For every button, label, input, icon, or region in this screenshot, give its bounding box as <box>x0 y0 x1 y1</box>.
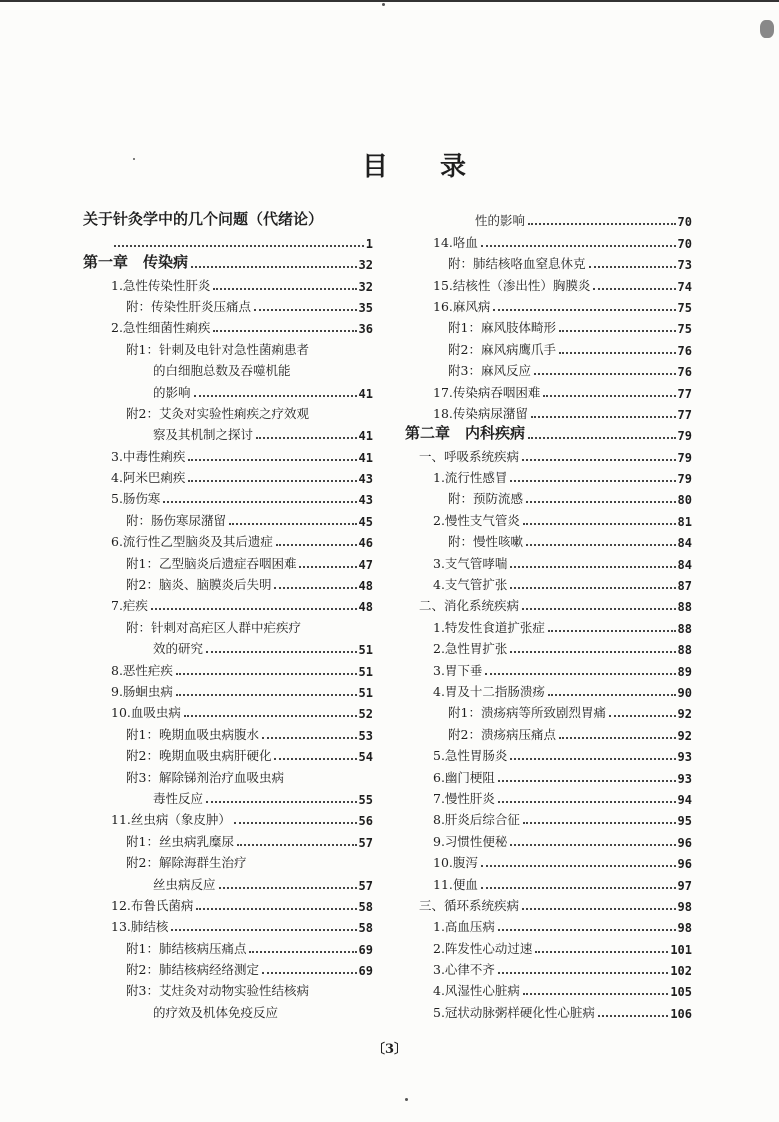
toc-entry <box>405 401 692 422</box>
toc-entry <box>83 272 373 293</box>
entry-page-number: 75 <box>677 300 692 315</box>
toc-chapter-entry <box>405 422 692 443</box>
entry-title: 10.血吸虫病 <box>111 705 181 721</box>
dot-leader <box>191 266 357 268</box>
toc-entry <box>405 978 692 999</box>
toc-entry <box>83 764 373 785</box>
entry-title: 3.心律不齐 <box>433 962 495 978</box>
entry-title: 附1：丝虫病乳糜尿 <box>126 833 234 849</box>
entry-title: 第一章 传染病 <box>83 253 189 272</box>
toc-entry <box>83 208 373 229</box>
toc-entry <box>83 443 373 464</box>
scan-top-edge <box>0 0 779 2</box>
toc-entry <box>405 529 692 550</box>
dot-leader <box>493 309 675 311</box>
dot-leader <box>151 608 357 610</box>
toc-entry <box>405 614 692 635</box>
dot-leader <box>481 865 676 867</box>
toc-left-column <box>83 208 373 1021</box>
toc-entry <box>83 914 373 935</box>
dot-leader <box>510 758 675 760</box>
entry-title: 附：预防流感 <box>448 491 524 507</box>
entry-title: 的疗效及机体免疫反应 <box>153 1004 279 1020</box>
dot-leader <box>114 245 364 247</box>
toc-entry <box>405 700 692 721</box>
entry-title: 8.恶性疟疾 <box>111 662 173 678</box>
entry-title: 第二章 内科疾病 <box>405 424 526 443</box>
entry-page-number: 80 <box>677 493 692 508</box>
entry-title: 17.传染病吞咽困难 <box>433 384 541 400</box>
entry-page-number: 87 <box>677 579 692 594</box>
entry-page-number: 106 <box>670 1006 692 1021</box>
entry-title: 附3：麻风反应 <box>448 363 531 379</box>
entry-page-number: 41 <box>358 386 373 401</box>
entry-title: 附2：解除海群生治疗 <box>126 855 247 871</box>
entry-page-number: 92 <box>677 728 692 743</box>
dot-leader <box>548 630 676 632</box>
dot-leader <box>262 737 357 739</box>
entry-title: 附1：溃疡病等所致剧烈胃痛 <box>448 705 606 721</box>
entry-title: 三、循环系统疾病 <box>419 897 520 913</box>
entry-page-number: 69 <box>358 942 373 957</box>
toc-entry <box>83 379 373 400</box>
entry-page-number: 47 <box>358 557 373 572</box>
toc-chapter-entry <box>83 251 373 272</box>
toc-entry <box>405 828 692 849</box>
dot-leader <box>188 459 356 461</box>
toc-entry <box>83 999 373 1020</box>
entry-page-number: 32 <box>358 258 373 273</box>
toc-entry <box>83 978 373 999</box>
entry-title: 附：肠伤寒尿潴留 <box>126 512 227 528</box>
toc-entry <box>83 294 373 315</box>
entry-title: 的白细胞总数及吞噬机能 <box>153 363 291 379</box>
toc-entry <box>83 893 373 914</box>
entry-page-number: 92 <box>677 707 692 722</box>
toc-entry <box>83 336 373 357</box>
dot-leader <box>171 929 356 931</box>
dot-leader <box>274 587 356 589</box>
scan-speck <box>133 158 135 160</box>
entry-title: 3.支气管哮喘 <box>433 555 508 571</box>
toc-entry <box>405 786 692 807</box>
entry-title: 10.腹泻 <box>433 855 478 871</box>
toc-entry <box>405 764 692 785</box>
toc-entry <box>405 315 692 336</box>
toc-entry <box>83 850 373 871</box>
entry-page-number: 79 <box>677 472 692 487</box>
dot-leader <box>274 758 356 760</box>
dot-leader <box>589 266 676 268</box>
dot-leader <box>249 951 356 953</box>
toc-entry <box>83 871 373 892</box>
entry-page-number: 88 <box>677 643 692 658</box>
entry-page-number: 84 <box>677 536 692 551</box>
entry-page-number: 79 <box>677 450 692 465</box>
entry-title: 15.结核性（渗出性）胸膜炎 <box>433 277 591 293</box>
toc-entry <box>83 550 373 571</box>
entry-title: 察及其机制之探讨 <box>153 427 254 443</box>
dot-leader <box>510 480 675 482</box>
page-number: 〔3〕 <box>372 1042 408 1057</box>
entry-page-number: 77 <box>677 386 692 401</box>
entry-title: 6.幽门梗阻 <box>433 769 495 785</box>
entry-title: 8.肝炎后综合征 <box>433 812 520 828</box>
dot-leader <box>196 908 356 910</box>
toc-entry <box>405 229 692 250</box>
entry-page-number: 97 <box>677 878 692 893</box>
toc-entry <box>83 593 373 614</box>
dot-leader <box>510 651 675 653</box>
entry-title: 毒性反应 <box>153 790 204 806</box>
entry-title: 16.麻风病 <box>433 298 491 314</box>
toc-entry <box>405 636 692 657</box>
toc-entry <box>405 893 692 914</box>
toc-entry <box>405 358 692 379</box>
entry-title: 附2：麻风病鹰爪手 <box>448 341 556 357</box>
entry-title: 13.肺结核 <box>111 919 169 935</box>
toc-entry <box>405 999 692 1020</box>
dot-leader <box>234 822 357 824</box>
entry-title: 附2：肺结核病经络测定 <box>126 962 259 978</box>
dot-leader <box>206 651 357 653</box>
entry-page-number: 96 <box>677 835 692 850</box>
entry-page-number: 51 <box>358 664 373 679</box>
entry-title: 附1：晚期血吸虫病腹水 <box>126 726 259 742</box>
toc-entry <box>83 657 373 678</box>
entry-title: 5.冠状动脉粥样硬化性心脏病 <box>433 1004 595 1020</box>
dot-leader <box>510 587 675 589</box>
entry-page-number: 101 <box>670 942 692 957</box>
entry-page-number: 79 <box>677 429 692 444</box>
entry-page-number: 57 <box>358 878 373 893</box>
toc-entry <box>405 593 692 614</box>
toc-entry <box>83 422 373 443</box>
entry-title: 1.流行性感冒 <box>433 470 508 486</box>
entry-page-number: 43 <box>358 472 373 487</box>
toc-entry <box>83 957 373 978</box>
entry-page-number: 88 <box>677 621 692 636</box>
entry-page-number: 51 <box>358 685 373 700</box>
dot-leader <box>229 523 357 525</box>
entry-page-number: 41 <box>358 429 373 444</box>
entry-page-number: 46 <box>358 536 373 551</box>
entry-title: 附：肺结核咯血窒息休克 <box>448 256 586 272</box>
entry-title: 附2：溃疡病压痛点 <box>448 726 556 742</box>
toc-entry <box>83 807 373 828</box>
entry-title: 2.急性细菌性痢疾 <box>111 320 211 336</box>
toc-entry <box>405 850 692 871</box>
entry-page-number: 89 <box>677 664 692 679</box>
entry-title: 附：传染性肝炎压痛点 <box>126 298 252 314</box>
entry-page-number: 95 <box>677 814 692 829</box>
entry-page-number: 41 <box>358 450 373 465</box>
toc-entry <box>405 679 692 700</box>
entry-title: 9.习惯性便秘 <box>433 833 508 849</box>
dot-leader <box>522 908 676 910</box>
toc-entry <box>83 315 373 336</box>
toc-entry <box>405 208 692 229</box>
toc-entry <box>405 572 692 593</box>
dot-leader <box>523 822 676 824</box>
dot-leader <box>593 288 675 290</box>
entry-title: 的影响 <box>153 384 191 400</box>
entry-title: 附2：脑炎、脑膜炎后失明 <box>126 577 272 593</box>
toc-entry <box>83 828 373 849</box>
entry-page-number: 45 <box>358 514 373 529</box>
entry-title: 附3：艾炷灸对动物实验性结核病 <box>126 983 309 999</box>
entry-title: 附1：麻风肢体畸形 <box>448 320 556 336</box>
toc-entry <box>83 486 373 507</box>
entry-page-number: 70 <box>677 236 692 251</box>
entry-title: 附1：针刺及电针对急性菌痢患者 <box>126 341 309 357</box>
dot-leader <box>535 951 668 953</box>
dot-leader <box>481 887 676 889</box>
entry-title: 2.慢性支气管炎 <box>433 512 520 528</box>
entry-title: 5.肠伤寒 <box>111 491 161 507</box>
dot-leader <box>256 437 357 439</box>
entry-title: 附：针刺对高疟区人群中疟疾疗 <box>126 619 302 635</box>
entry-page-number: 76 <box>677 343 692 358</box>
dot-leader <box>163 501 356 503</box>
toc-entry <box>405 443 692 464</box>
entry-title: 附：慢性咳嗽 <box>448 534 524 550</box>
dot-leader <box>559 330 676 332</box>
entry-title: 一、呼吸系统疾病 <box>419 448 520 464</box>
toc-entry <box>405 294 692 315</box>
toc-entry <box>83 614 373 635</box>
entry-page-number: 73 <box>677 258 692 273</box>
entry-page-number: 52 <box>358 707 373 722</box>
dot-leader <box>219 887 357 889</box>
dot-leader <box>194 395 357 397</box>
dot-leader <box>498 972 668 974</box>
entry-page-number: 53 <box>358 728 373 743</box>
dot-leader <box>299 566 356 568</box>
entry-page-number: 70 <box>677 215 692 230</box>
dot-leader <box>522 608 676 610</box>
entry-page-number: 81 <box>677 514 692 529</box>
dot-leader <box>498 801 676 803</box>
entry-title: 7.疟疾 <box>111 598 148 614</box>
toc-entry <box>405 657 692 678</box>
entry-page-number: 32 <box>358 279 373 294</box>
heading-char-1: 目 <box>362 152 389 182</box>
scan-speck <box>382 3 385 6</box>
entry-page-number: 88 <box>677 600 692 615</box>
scan-corner-mark <box>760 20 774 38</box>
entry-title: 2.阵发性心动过速 <box>433 940 533 956</box>
dot-leader <box>526 501 676 503</box>
entry-page-number: 69 <box>358 964 373 979</box>
entry-title: 5.急性胃肠炎 <box>433 748 508 764</box>
heading-char-2: 录 <box>440 152 467 182</box>
entry-title: 14.咯血 <box>433 234 478 250</box>
toc-entry <box>405 336 692 357</box>
entry-title: 效的研究 <box>153 641 204 657</box>
entry-title: 4.阿米巴痢疾 <box>111 470 186 486</box>
dot-leader <box>523 993 668 995</box>
entry-page-number: 57 <box>358 835 373 850</box>
toc-entry <box>405 743 692 764</box>
toc-entry <box>405 807 692 828</box>
entry-title: 关于针灸学中的几个问题（代绪论） <box>83 210 324 229</box>
entry-page-number: 74 <box>677 279 692 294</box>
dot-leader <box>559 352 676 354</box>
toc-entry <box>83 572 373 593</box>
dot-leader <box>510 566 675 568</box>
entry-page-number: 90 <box>677 685 692 700</box>
toc-entry <box>83 401 373 422</box>
dot-leader <box>188 480 356 482</box>
dot-leader <box>262 972 357 974</box>
page-heading <box>0 146 779 182</box>
dot-leader <box>548 694 676 696</box>
entry-title: 附1：乙型脑炎后遗症吞咽困难 <box>126 555 297 571</box>
entry-page-number: 77 <box>677 407 692 422</box>
dot-leader <box>206 801 357 803</box>
entry-page-number: 58 <box>358 921 373 936</box>
entry-page-number: 76 <box>677 365 692 380</box>
toc-entry <box>405 379 692 400</box>
dot-leader <box>276 544 357 546</box>
toc-entry <box>405 871 692 892</box>
toc-entry <box>83 700 373 721</box>
entry-title: 6.流行性乙型脑炎及其后遗症 <box>111 534 273 550</box>
scan-speck <box>405 1098 408 1101</box>
entry-page-number: 58 <box>358 899 373 914</box>
entry-page-number: 55 <box>358 792 373 807</box>
dot-leader <box>498 929 676 931</box>
entry-title: 18.传染病尿潴留 <box>433 405 528 421</box>
dot-leader <box>543 395 675 397</box>
entry-title: 二、消化系统疾病 <box>419 598 520 614</box>
dot-leader <box>481 245 676 247</box>
entry-page-number: 36 <box>358 322 373 337</box>
dot-leader <box>176 694 357 696</box>
toc-entry <box>405 272 692 293</box>
entry-title: 4.胃及十二指肠溃疡 <box>433 683 545 699</box>
toc-entry <box>83 636 373 657</box>
entry-page-number: 98 <box>677 921 692 936</box>
toc-entry <box>405 486 692 507</box>
dot-leader <box>522 459 676 461</box>
toc-entry <box>405 507 692 528</box>
entry-page-number: 105 <box>670 985 692 1000</box>
toc-entry <box>83 507 373 528</box>
entry-title: 丝虫病反应 <box>153 876 216 892</box>
entry-title: 附3：解除锑剂治疗血吸虫病 <box>126 769 284 785</box>
entry-title: 11.便血 <box>433 876 478 892</box>
dot-leader <box>534 373 676 375</box>
entry-title: 7.慢性肝炎 <box>433 790 495 806</box>
entry-title: 9.肠蛔虫病 <box>111 683 173 699</box>
dot-leader <box>609 715 676 717</box>
dot-leader <box>528 223 676 225</box>
entry-title: 4.支气管扩张 <box>433 577 508 593</box>
dot-leader <box>559 737 676 739</box>
entry-title: 4.风湿性心脏病 <box>433 983 520 999</box>
entry-title: 1.急性传染性肝炎 <box>111 277 211 293</box>
toc-entry <box>83 465 373 486</box>
dot-leader <box>523 523 676 525</box>
entry-page-number: 1 <box>365 236 373 251</box>
entry-title: 3.胃下垂 <box>433 662 483 678</box>
entry-page-number: 43 <box>358 493 373 508</box>
toc-entry <box>83 935 373 956</box>
entry-page-number: 75 <box>677 322 692 337</box>
entry-title: 2.急性胃扩张 <box>433 641 508 657</box>
dot-leader <box>254 309 357 311</box>
entry-page-number: 96 <box>677 857 692 872</box>
entry-page-number: 93 <box>677 750 692 765</box>
entry-page-number: 102 <box>670 964 692 979</box>
entry-title: 12.布鲁氏菌病 <box>111 897 194 913</box>
toc-entry <box>83 358 373 379</box>
entry-page-number: 35 <box>358 300 373 315</box>
dot-leader <box>498 780 676 782</box>
entry-page-number: 84 <box>677 557 692 572</box>
toc-entry <box>83 229 373 250</box>
entry-title: 附2：艾灸对实验性痢疾之疗效观 <box>126 405 309 421</box>
dot-leader <box>213 288 356 290</box>
toc-entry <box>83 743 373 764</box>
toc-entry <box>405 721 692 742</box>
entry-title: 1.高血压病 <box>433 919 495 935</box>
entry-page-number: 56 <box>358 814 373 829</box>
entry-title: 3.中毒性痢疾 <box>111 448 186 464</box>
entry-page-number: 94 <box>677 792 692 807</box>
dot-leader <box>526 544 676 546</box>
toc-entry <box>405 550 692 571</box>
dot-leader <box>531 416 676 418</box>
entry-page-number: 98 <box>677 899 692 914</box>
toc-entry <box>405 935 692 956</box>
toc-entry <box>83 529 373 550</box>
entry-title: 性的影响 <box>475 213 526 229</box>
entry-title: 11.丝虫病（象皮肿） <box>111 812 231 828</box>
entry-page-number: 93 <box>677 771 692 786</box>
toc-right-column <box>405 208 692 1021</box>
entry-title: 附1：肺结核病压痛点 <box>126 940 247 956</box>
entry-title: 附2：晚期血吸虫病肝硬化 <box>126 748 272 764</box>
toc-entry <box>83 679 373 700</box>
toc-entry <box>83 721 373 742</box>
dot-leader <box>237 844 357 846</box>
dot-leader <box>213 330 356 332</box>
toc-entry <box>405 251 692 272</box>
dot-leader <box>485 673 675 675</box>
dot-leader <box>528 437 676 439</box>
toc-entry <box>405 465 692 486</box>
entry-title: 1.特发性食道扩张症 <box>433 619 545 635</box>
entry-page-number: 51 <box>358 643 373 658</box>
entry-page-number: 48 <box>358 600 373 615</box>
dot-leader <box>598 1015 668 1017</box>
dot-leader <box>184 715 357 717</box>
toc-entry <box>405 914 692 935</box>
entry-page-number: 48 <box>358 579 373 594</box>
dot-leader <box>510 844 675 846</box>
entry-page-number: 54 <box>358 750 373 765</box>
toc-entry <box>83 786 373 807</box>
toc-entry <box>405 957 692 978</box>
dot-leader <box>176 673 357 675</box>
